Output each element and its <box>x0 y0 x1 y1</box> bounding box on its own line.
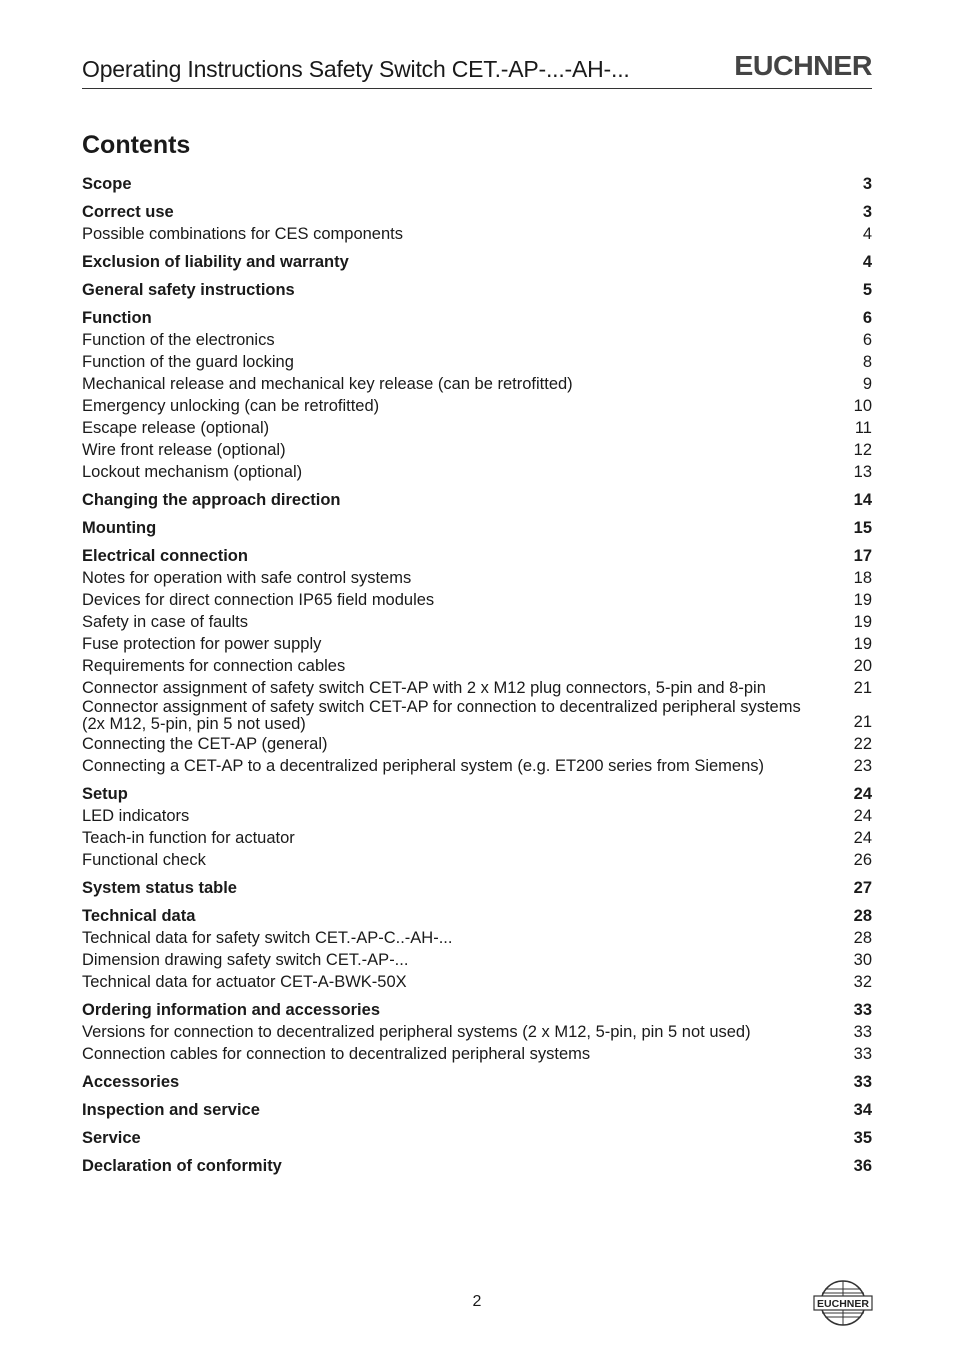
toc-entry-page: 28 <box>853 929 872 947</box>
toc-entry-page: 12 <box>853 441 872 459</box>
toc-subsection-entry <box>82 461 872 483</box>
toc-section-entry <box>82 1071 872 1093</box>
toc-entry-label: Ordering information and accessories <box>82 1001 380 1019</box>
toc-entry-page: 24 <box>853 785 872 803</box>
toc-section-entry <box>82 251 872 273</box>
toc-entry-page: 9 <box>862 375 872 393</box>
toc-subsection-entry <box>82 755 872 777</box>
toc-entry-label: Versions for connection to decentralized peripheral systems (2 x M12, 5-pin, pin 5 not used) <box>82 1023 751 1041</box>
toc-entry-page: 36 <box>853 1157 872 1175</box>
toc-entry-label: Declaration of conformity <box>82 1157 282 1175</box>
toc-entry-label: Scope <box>82 175 132 193</box>
toc-entry-label: Technical data <box>82 907 196 925</box>
toc-entry-page: 35 <box>853 1129 872 1147</box>
toc-entry-page: 33 <box>853 1073 872 1091</box>
toc-entry-label: Devices for direct connection IP65 field modules <box>82 591 435 609</box>
toc-entry-label: Function of the electronics <box>82 331 275 349</box>
toc-entry-label: Technical data for safety switch CET.-AP-C..-AH-... <box>82 929 453 947</box>
toc-entry-page: 20 <box>853 657 872 675</box>
toc-entry-label: LED indicators <box>82 807 190 825</box>
toc-section-entry <box>82 783 872 805</box>
toc-entry-label: Inspection and service <box>82 1101 260 1119</box>
toc-entry-label: Electrical connection <box>82 547 248 565</box>
toc-subsection-entry <box>82 1021 872 1043</box>
toc-entry-label: Connector assignment of safety switch CET-AP with 2 x M12 plug connectors, 5-pin and 8-pin <box>82 679 766 697</box>
toc-entry-label: General safety instructions <box>82 281 295 299</box>
toc-entry-label: Possible combinations for CES components <box>82 225 403 243</box>
toc-section-entry <box>82 877 872 899</box>
toc-entry-label: Lockout mechanism (optional) <box>82 463 303 481</box>
toc-section-entry <box>82 307 872 329</box>
toc-subsection-entry <box>82 927 872 949</box>
toc-entry-page: 22 <box>853 735 872 753</box>
toc-entry-label: Functional check <box>82 851 206 869</box>
toc-subsection-entry <box>82 395 872 417</box>
toc-entry-label: Fuse protection for power supply <box>82 635 322 653</box>
toc-subsection-entry <box>82 827 872 849</box>
toc-entry-page: 11 <box>854 419 872 437</box>
page-number: 2 <box>472 1293 482 1310</box>
toc-entry-page: 34 <box>853 1101 872 1119</box>
toc-section-entry <box>82 279 872 301</box>
toc-entry-label: Function of the guard locking <box>82 353 294 371</box>
toc-entry-label: Mounting <box>82 519 157 537</box>
toc-subsection-entry <box>82 733 872 755</box>
toc-entry-label: Escape release (optional) <box>82 419 270 437</box>
euchner-seal-logo <box>813 1279 873 1327</box>
toc-subsection-entry <box>82 611 872 633</box>
toc-entry-page: 6 <box>862 331 872 349</box>
toc-entry-page: 26 <box>853 851 872 869</box>
toc-section-entry <box>82 517 872 539</box>
toc-subsection-entry <box>82 567 872 589</box>
toc-subsection-entry <box>82 633 872 655</box>
toc-section-entry <box>82 489 872 511</box>
toc-entry-page: 4 <box>862 253 872 271</box>
toc-entry-label: Connecting the CET-AP (general) <box>82 735 328 753</box>
toc-entry-label: Dimension drawing safety switch CET.-AP-... <box>82 951 409 969</box>
toc-entry-page: 32 <box>853 973 872 991</box>
toc-entry-page: 14 <box>853 491 872 509</box>
toc-entry-page: 21 <box>853 713 872 731</box>
toc-subsection-entry <box>82 1043 872 1065</box>
toc-subsection-entry <box>82 417 872 439</box>
toc-entry-label: Accessories <box>82 1073 180 1091</box>
toc-entry-label: Service <box>82 1129 141 1147</box>
toc-entry-page: 30 <box>853 951 872 969</box>
page-header <box>82 50 872 89</box>
toc-entry-label: Connection cables for connection to decentralized peripheral systems <box>82 1045 591 1063</box>
toc-entry-label: Connector assignment of safety switch CET-AP for connection to decentralized peripheral systems (2x M12, 5-pin, pin 5 not used) <box>82 698 801 733</box>
contents-heading: Contents <box>82 131 191 159</box>
toc-entry-page: 17 <box>853 547 872 565</box>
toc-entry-label: Teach-in function for actuator <box>82 829 295 847</box>
toc-entry-page: 23 <box>853 757 872 775</box>
toc-entry-page: 4 <box>862 225 872 243</box>
toc-subsection-entry <box>82 805 872 827</box>
toc-section-entry <box>82 173 872 195</box>
toc-entry-page: 33 <box>853 1023 872 1041</box>
toc-entry-page: 19 <box>853 635 872 653</box>
toc-entry-page: 28 <box>853 907 872 925</box>
toc-entry-page: 18 <box>853 569 872 587</box>
toc-subsection-entry <box>82 351 872 373</box>
toc-subsection-entry <box>82 949 872 971</box>
toc-subsection-entry <box>82 655 872 677</box>
toc-subsection-entry <box>82 589 872 611</box>
toc-entry-page: 3 <box>862 203 872 221</box>
toc-entry-label: Wire front release (optional) <box>82 441 286 459</box>
toc-subsection-entry <box>82 849 872 871</box>
toc-subsection-entry <box>82 439 872 461</box>
toc-section-entry <box>82 905 872 927</box>
toc-subsection-entry <box>82 971 872 993</box>
toc-entry-page: 15 <box>853 519 872 537</box>
toc-entry-page: 24 <box>853 807 872 825</box>
toc-section-entry <box>82 1127 872 1149</box>
document-title: Operating Instructions Safety Switch CET.-AP-...-AH-... <box>82 56 630 82</box>
toc-entry-page: 27 <box>853 879 872 897</box>
toc-section-entry <box>82 999 872 1021</box>
toc-entry-label: Function <box>82 309 152 327</box>
toc-subsection-entry <box>82 223 872 245</box>
toc-section-entry <box>82 201 872 223</box>
toc-entry-label: Changing the approach direction <box>82 491 341 509</box>
toc-entry-page: 19 <box>853 613 872 631</box>
toc-subsection-entry <box>82 677 872 699</box>
toc-subsection-entry <box>82 373 872 395</box>
toc-subsection-entry <box>82 699 872 733</box>
toc-entry-page: 5 <box>862 281 872 299</box>
toc-entry-label: Connecting a CET-AP to a decentralized peripheral system (e.g. ET200 series from Siemens) <box>82 757 765 775</box>
toc-entry-label: Mechanical release and mechanical key release (can be retrofitted) <box>82 375 573 393</box>
toc-entry-page: 33 <box>853 1045 872 1063</box>
toc-entry-page: 6 <box>862 309 872 327</box>
toc-entry-label: Safety in case of faults <box>82 613 249 631</box>
toc-entry-page: 3 <box>862 175 872 193</box>
toc-entry-label: Exclusion of liability and warranty <box>82 253 349 271</box>
toc-entry-page: 19 <box>853 591 872 609</box>
toc-entry-label: Technical data for actuator CET-A-BWK-50X <box>82 973 407 991</box>
toc-entry-page: 33 <box>853 1001 872 1019</box>
toc-entry-page: 13 <box>853 463 872 481</box>
toc-entry-page: 10 <box>853 397 872 415</box>
toc-entry-label: System status table <box>82 879 237 897</box>
toc-entry-label: Requirements for connection cables <box>82 657 346 675</box>
brand-logo: EUCHNER <box>734 50 872 81</box>
toc-entry-label: Notes for operation with safe control systems <box>82 569 412 587</box>
toc-entry-label: Setup <box>82 785 128 803</box>
toc-entry-label: Correct use <box>82 203 174 221</box>
toc-section-entry <box>82 1099 872 1121</box>
toc-section-entry <box>82 545 872 567</box>
toc-entry-label: Emergency unlocking (can be retrofitted) <box>82 397 380 415</box>
toc-entry-page: 8 <box>862 353 872 371</box>
seal-text: EUCHNER <box>817 1298 869 1310</box>
toc-section-entry <box>82 1155 872 1177</box>
toc-entry-page: 21 <box>853 679 872 697</box>
table-of-contents <box>82 173 872 1177</box>
toc-entry-page: 24 <box>853 829 872 847</box>
toc-subsection-entry <box>82 329 872 351</box>
